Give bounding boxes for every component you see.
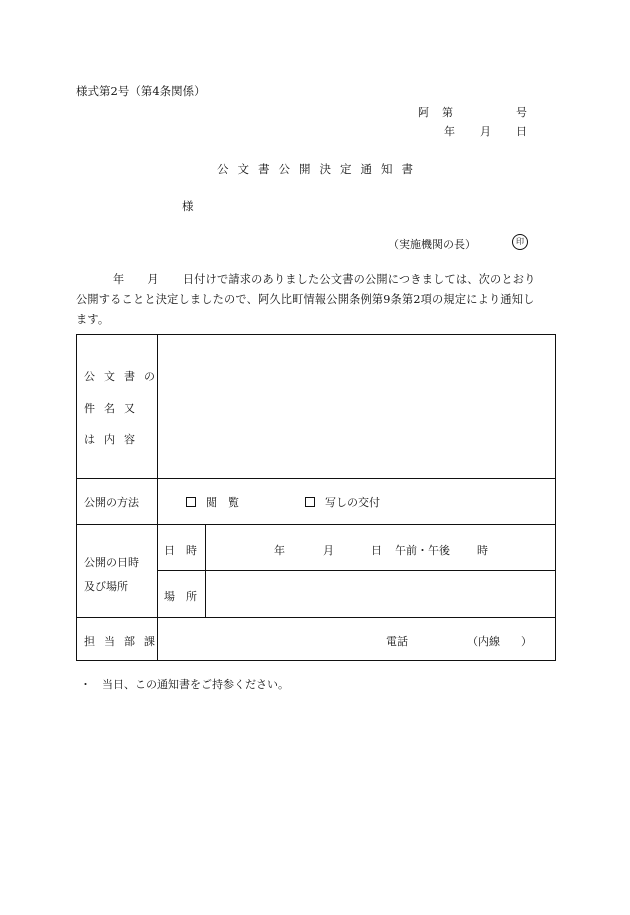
doc-name-value-field[interactable] xyxy=(159,337,553,476)
doc-name-label-3: は内容 xyxy=(84,433,144,446)
addressee-suffix: 様 xyxy=(182,199,194,213)
datetime-month: 月 xyxy=(323,544,334,557)
body-year: 年 xyxy=(113,273,125,286)
dept-value-field[interactable] xyxy=(159,619,385,658)
method-option-copy-label: 写しの交付 xyxy=(325,496,380,509)
doc-name-label-1: 公文書の xyxy=(84,370,164,383)
place-sub-label: 場 所 xyxy=(164,590,197,603)
doc-number-prefix: 阿 xyxy=(418,106,429,119)
body-paragraph xyxy=(76,270,558,330)
doc-name-label-2: 件名又 xyxy=(84,402,144,415)
checkbox-view[interactable] xyxy=(186,497,196,507)
bring-notice-note: ・ 当日、この通知書をご持参ください。 xyxy=(80,678,289,691)
method-option-copy[interactable] xyxy=(305,494,380,510)
document-title: 公文書公開決定通知書 xyxy=(217,162,422,176)
method-option-view-label: 閲 覧 xyxy=(206,496,239,509)
document-number xyxy=(418,104,528,120)
body-month: 月 xyxy=(147,273,159,286)
form-id: 様式第2号（第4条関係） xyxy=(76,84,206,98)
issue-date-month: 月 xyxy=(480,125,491,138)
issue-date-day: 日 xyxy=(516,125,527,138)
method-label: 公開の方法 xyxy=(84,496,139,509)
doc-number-suffix: 号 xyxy=(516,106,527,119)
datetime-label-1: 公開の日時 xyxy=(84,556,139,569)
datetime-sub-label: 日 時 xyxy=(164,544,197,557)
datetime-hour: 時 xyxy=(477,544,488,557)
datetime-day: 日 xyxy=(371,544,382,557)
method-option-view[interactable] xyxy=(186,494,239,510)
place-value-field[interactable] xyxy=(207,572,553,615)
datetime-ampm: 午前・午後 xyxy=(395,544,450,557)
extension-label: （内線 xyxy=(467,635,500,648)
datetime-year: 年 xyxy=(274,544,285,557)
datetime-label-2: 及び場所 xyxy=(84,580,128,593)
doc-number-mid: 第 xyxy=(442,106,453,119)
body-line-3: ます。 xyxy=(76,313,110,326)
dept-label: 担当部課 xyxy=(84,635,164,648)
body-line-1: 日付けで請求のありました公文書の公開につきましては、次のとおり xyxy=(182,273,536,286)
issue-date xyxy=(444,123,528,139)
extension-close: ） xyxy=(521,635,532,648)
seal-mark: 印 xyxy=(512,234,528,250)
phone-label: 電話 xyxy=(386,635,408,648)
issue-date-year: 年 xyxy=(444,125,455,138)
checkbox-copy[interactable] xyxy=(305,497,315,507)
issuer-label: （実施機関の長） xyxy=(388,238,476,251)
body-line-2: 公開することと決定しましたので、阿久比町情報公開条例第9条第2項の規定により通知し xyxy=(76,293,535,306)
details-table xyxy=(76,334,556,661)
